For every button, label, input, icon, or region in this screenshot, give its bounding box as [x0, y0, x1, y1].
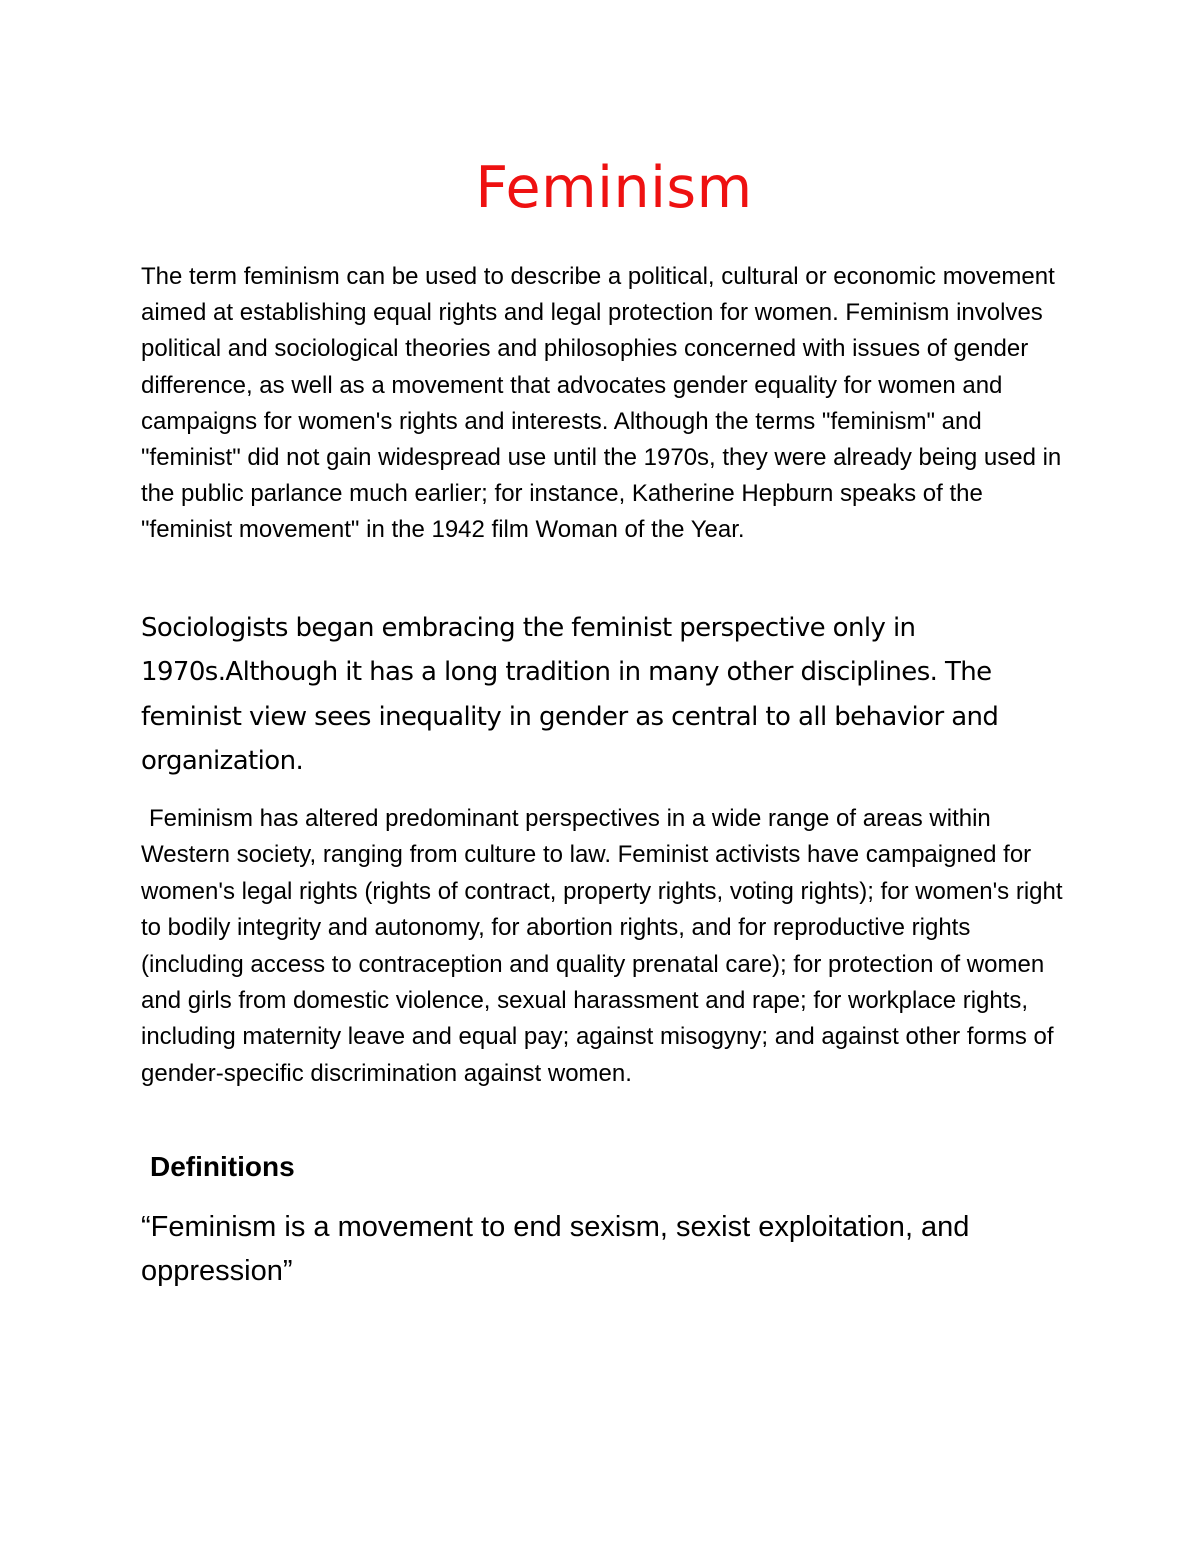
- paragraph-feminist-activism: Feminism has altered predominant perspectives in a wide range of areas within Western society, ranging from culture to law. Feminist activists have campaigned for women's legal rights (rights of contract, property rights, voting rights); for women's right to bodily integrity and autonomy, for abortion rights, and for reproductive rights (including access to contraception and quality prenatal care); for protection of women and girls from domestic violence, sexual harassment and rape; for workplace rights, including maternity leave and equal pay; against misogyny; and against other forms of gender-specific discrimination against women.: [141, 805, 1063, 1087]
- paragraph-feminism-definition: The term feminism can be used to describe a political, cultural or economic movement aimed at establishing equal rights and legal protection for women. Feminism involves political and sociological theories and philosophies concerned with issues of gender difference, as well as a movement that advocates gender equality for women and campaigns for women's rights and interests. Although the terms "feminism" and "feminist" did not gain widespread use until the 1970s, they were already being used in the public parlance much earlier; for instance, Katherine Hepburn speaks of the "feminist movement" in the 1942 film Woman of the Year.: [141, 263, 1062, 544]
- document-title: Feminism: [475, 155, 753, 221]
- definitions-heading: Definitions: [150, 1151, 295, 1182]
- paragraph-sociological-perspective: Sociologists began embracing the feminist perspective only in 1970s.Although it has a long tradition in many other disciplines. The feminist view sees inequality in gender as central to all behavior and organization.: [141, 613, 999, 776]
- definition-quote: “Feminism is a movement to end sexism, sexist exploitation, and oppression”: [141, 1211, 970, 1287]
